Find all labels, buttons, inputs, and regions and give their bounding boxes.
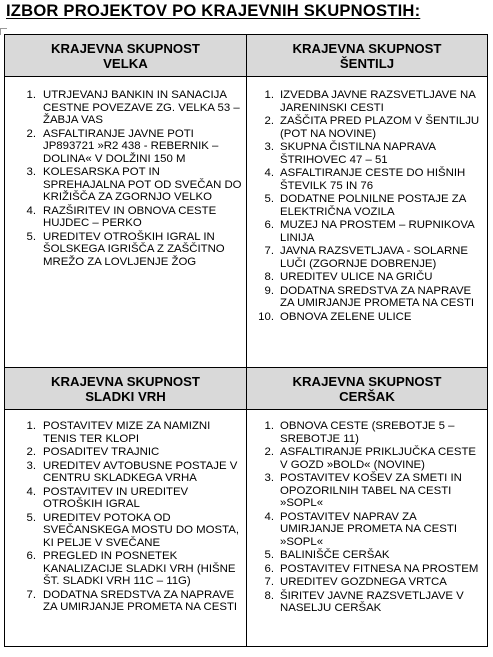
item-text: KOLESARSKA POT IN SPREHAJALNA POT OD SVEČAN DO KRIŽIŠČA ZA ZGORNJO VELKO xyxy=(43,166,242,203)
item-number: 6. xyxy=(264,219,274,231)
item-text: UREDITEV GOZDNEGA VRTCA xyxy=(280,576,447,588)
item-text: MUZEJ NA PROSTEM – RUPNIKOVA LINIJA xyxy=(280,219,475,244)
list-item xyxy=(247,167,487,192)
item-number: 5. xyxy=(26,230,36,243)
item-text: POSTAVITEV FITNESA NA PROSTEM xyxy=(280,562,479,575)
list-item xyxy=(5,486,246,511)
item-text: DODATNA SREDSTVA ZA NAPRAVE ZA UMIRJANJE PROMETA NA CESTI xyxy=(280,284,475,309)
item-text: UREDITEV ULICE NA GRIČU xyxy=(280,271,433,283)
item-text: PREGLED IN POSNETEK KANALIZACIJE SLADKI VRH (HIŠNE ŠT. SLADKI VRH 11C – 11G) xyxy=(43,550,236,587)
list-item xyxy=(247,285,487,310)
item-text: POSTAVITEV NAPRAV ZA UMIRJANJE PROMETA NA CESTI »SOPL« xyxy=(280,510,457,548)
item-number: 4. xyxy=(264,167,274,179)
list-item xyxy=(247,420,487,445)
item-number: 10. xyxy=(258,310,274,323)
list-item xyxy=(247,311,487,324)
item-text: OBNOVA CESTE (SREBOTJE 5 – SREBOTJE 11) xyxy=(280,420,455,445)
item-number: 9. xyxy=(264,284,274,297)
item-number: 4. xyxy=(264,510,274,523)
list-cell-sladki-vrh xyxy=(5,410,247,647)
item-text: IZVEDBA JAVNE RAZSVETLJAVE NA JARENINSKI CESTI xyxy=(280,89,476,114)
item-number: 1. xyxy=(264,89,274,101)
heading-velka xyxy=(5,35,247,77)
list-item xyxy=(247,271,487,284)
heading-line2: SLADKI VRH xyxy=(85,388,166,404)
item-text: ASFALTIRANJE PRIKLJUČKA CESTE V GOZD »BOLD« (NOVINE) xyxy=(280,446,477,471)
list-item xyxy=(247,576,487,589)
item-text: ŠIRITEV JAVNE RAZSVETLJAVE V NASELJU CERŠAK xyxy=(280,589,464,614)
list-item xyxy=(247,446,487,471)
item-text: SKUPNA ČISTILNA NAPRAVA ŠTRIHOVEC 47 – 51 xyxy=(280,141,436,166)
item-text: ASFALTIRANJE CESTE DO HIŠNIH ŠTEVILK 75 IN 76 xyxy=(280,167,466,192)
list-item xyxy=(5,128,246,166)
item-number: 1. xyxy=(26,420,36,432)
item-number: 6. xyxy=(264,562,274,575)
item-text: DODATNA SREDSTVA ZA NAPRAVE ZA UMIRJANJE PROMETA NA CESTI xyxy=(43,588,238,613)
item-text: POSADITEV TRAJNIC xyxy=(43,446,160,458)
item-text: UTRJEVANJ BANKIN IN SANACIJA CESTNE POVEZAVE ZG. VELKA 53 – ŽABJA VAS xyxy=(43,89,240,126)
item-text: UREDITEV POTOKA OD SVEČANSKEGA MOSTU DO MOSTA, KI PELJE V SVEČANE xyxy=(43,511,239,549)
heading-line1: KRAJEVNA SKUPNOST xyxy=(292,373,442,389)
item-number: 2. xyxy=(264,446,274,458)
item-text: POSTAVITEV IN UREDITEV OTROŠKIH IGRAL xyxy=(43,485,189,510)
heading-sladki-vrh xyxy=(5,368,247,410)
project-list xyxy=(5,77,246,268)
item-number: 1. xyxy=(264,420,274,432)
table-row-headings-top xyxy=(5,35,488,77)
item-text: DODATNE POLNILNE POSTAJE ZA ELEKTRIČNA VOZILA xyxy=(280,193,466,218)
list-item xyxy=(247,89,487,114)
list-item xyxy=(5,512,246,550)
item-number: 8. xyxy=(264,271,274,283)
item-number: 2. xyxy=(26,446,36,458)
table-row-lists-top xyxy=(5,77,488,368)
item-number: 2. xyxy=(26,127,36,140)
list-item xyxy=(247,590,487,615)
page-title: IZBOR PROJEKTOV PO KRAJEVNIH SKUPNOSTIH: xyxy=(6,1,421,20)
list-item xyxy=(247,245,487,270)
item-number: 5. xyxy=(264,193,274,205)
item-text: POSTAVITEV MIZE ZA NAMIZNI TENIS TER KLOPI xyxy=(43,420,211,445)
item-number: 3. xyxy=(26,459,36,472)
item-number: 3. xyxy=(264,141,274,153)
heading-line1: KRAJEVNA SKUPNOST xyxy=(51,40,200,56)
list-item xyxy=(5,231,246,269)
item-text: JAVNA RAZSVETLJAVA - SOLARNE LUČI (ZGORNJE DOBRENJE) xyxy=(280,245,468,270)
item-number: 8. xyxy=(264,589,274,602)
heading-line2: VELKA xyxy=(103,55,148,71)
list-cell-cersak xyxy=(247,410,488,647)
list-item xyxy=(5,460,246,485)
heading-cersak xyxy=(247,368,488,410)
list-item xyxy=(247,511,487,549)
list-item xyxy=(247,563,487,576)
item-number: 6. xyxy=(26,550,36,562)
list-item xyxy=(5,166,246,204)
list-item xyxy=(5,420,246,445)
heading-line2: ŠENTILJ xyxy=(339,55,395,71)
table-row-lists-bottom xyxy=(5,410,488,647)
list-item xyxy=(5,205,246,230)
list-item xyxy=(247,219,487,244)
list-item xyxy=(247,115,487,140)
item-text: UREDITEV OTROŠKIH IGRAL IN ŠOLSKEGA IGRIŠČA Z ZAŠČITNO MREŽO ZA LOVLJENJE ŽOG xyxy=(43,230,225,268)
item-number: 1. xyxy=(26,89,36,101)
list-cell-velka xyxy=(5,77,247,368)
item-number: 4. xyxy=(26,485,36,498)
item-number: 7. xyxy=(26,588,36,601)
item-text: ZAŠČITA PRED PLAZOM V ŠENTILJU (POT NA NOVINE) xyxy=(280,115,480,140)
item-number: 5. xyxy=(264,549,274,561)
list-item xyxy=(247,549,487,562)
item-number: 7. xyxy=(264,245,274,257)
item-number: 7. xyxy=(264,576,274,588)
item-text: UREDITEV AVTOBUSNE POSTAJE V CENTRU SKLADKEGA VRHA xyxy=(43,459,238,484)
list-item xyxy=(247,472,487,510)
project-list xyxy=(247,77,487,323)
list-item xyxy=(5,550,246,588)
list-item xyxy=(5,589,246,614)
project-list xyxy=(5,410,246,614)
heading-line1: KRAJEVNA SKUPNOST xyxy=(51,373,200,389)
item-text: OBNOVA ZELENE ULICE xyxy=(280,310,412,323)
heading-sentilj xyxy=(247,35,488,77)
item-number: 3. xyxy=(26,166,36,178)
list-cell-sentilj xyxy=(247,77,488,368)
item-text: POSTAVITEV KOŠEV ZA SMETI IN OPOZORILNIH TABEL NA CESTI »SOPL« xyxy=(280,472,462,509)
list-item xyxy=(247,141,487,166)
project-list xyxy=(247,410,487,615)
table-row-headings-bottom xyxy=(5,368,488,410)
list-item xyxy=(247,193,487,218)
heading-line1: KRAJEVNA SKUPNOST xyxy=(292,40,442,56)
item-number: 3. xyxy=(264,472,274,484)
item-number: 5. xyxy=(26,511,36,524)
list-item xyxy=(5,89,246,127)
item-number: 4. xyxy=(26,204,36,217)
item-number: 2. xyxy=(264,115,274,127)
projects-table xyxy=(4,34,488,647)
item-text: ASFALTIRANJE JAVNE POTI JP893721 »R2 438 - REBERNIK – DOLINA« V DOLŽINI 150 M xyxy=(43,127,219,165)
item-text: BALINIŠČE CERŠAK xyxy=(280,549,390,561)
list-item xyxy=(5,446,246,459)
item-text: RAZŠIRITEV IN OBNOVA CESTE HUJDEC – PERKO xyxy=(43,204,217,229)
heading-line2: CERŠAK xyxy=(339,388,395,404)
